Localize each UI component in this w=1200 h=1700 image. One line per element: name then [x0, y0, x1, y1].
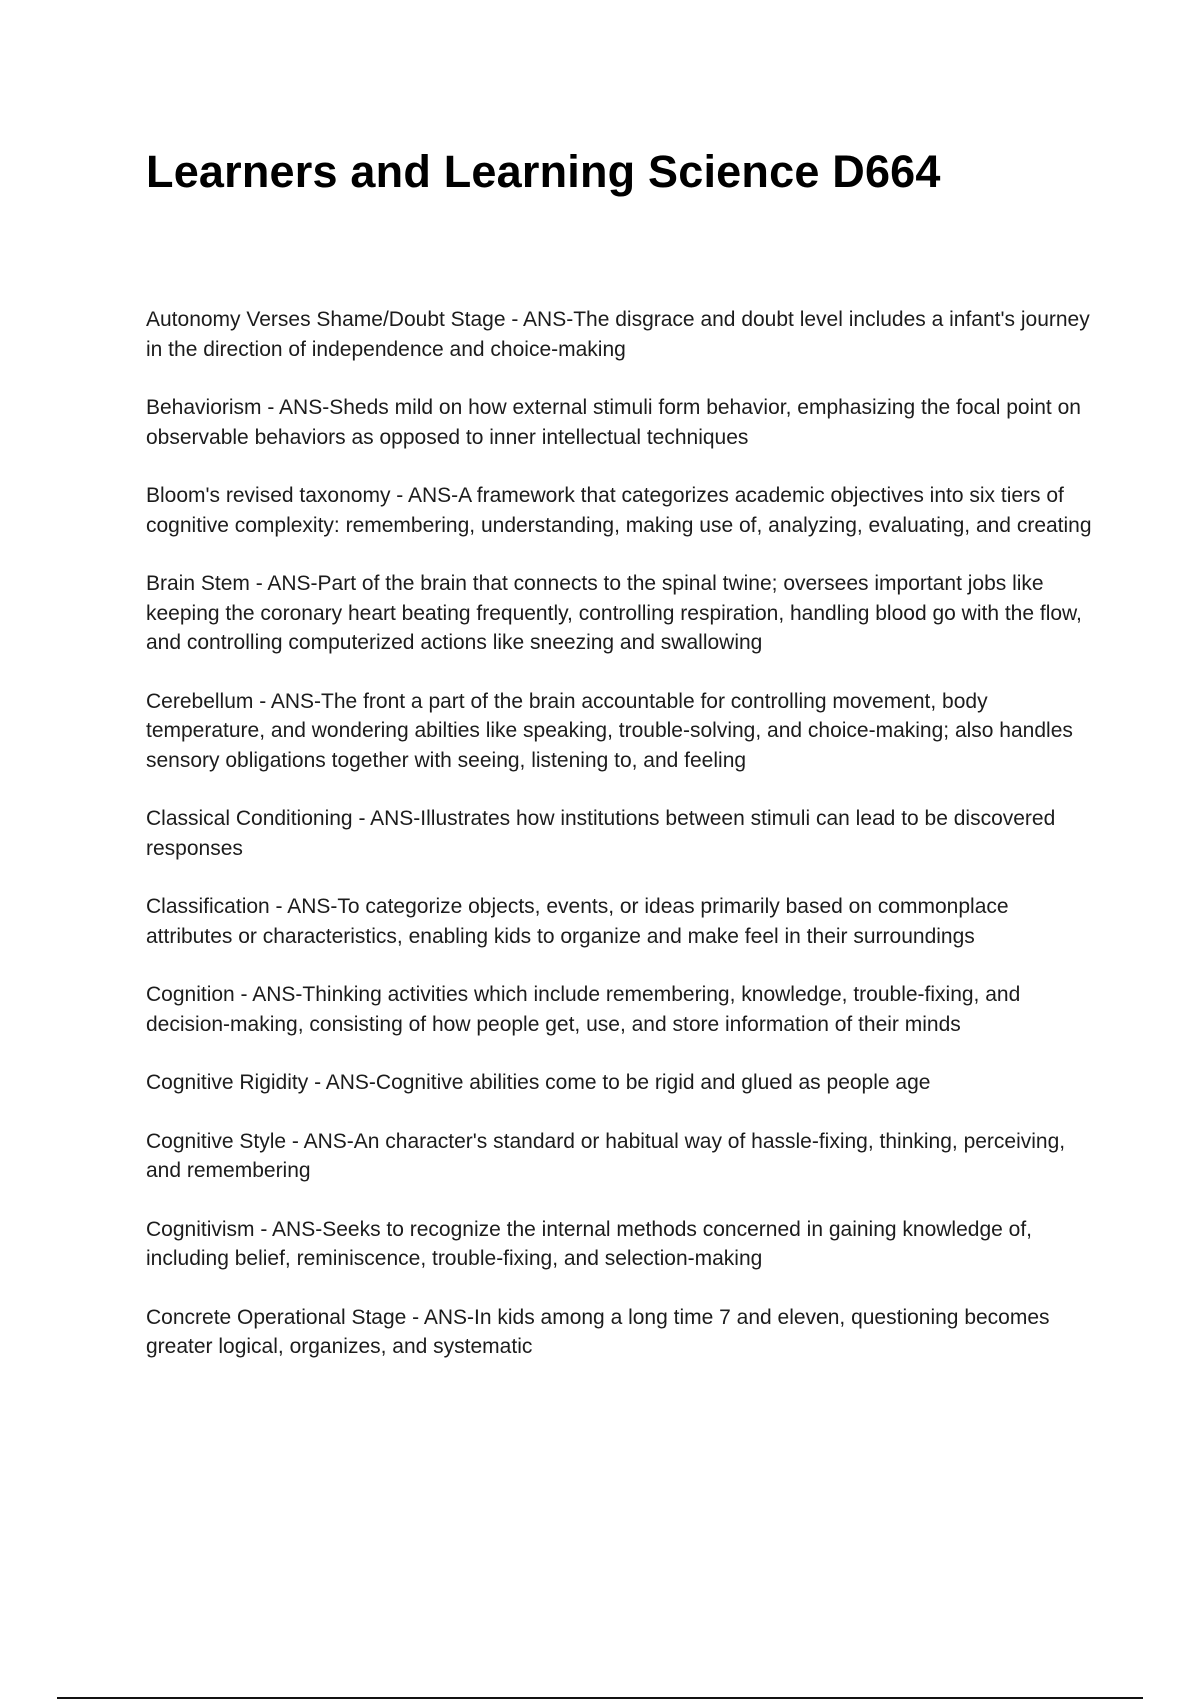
- glossary-entry: Cerebellum - ANS-The front a part of the brain accountable for controlling movement, body temperature, and wondering abilties like speaking, trouble-solving, and choice-making; also handles sensory obligations together with seeing, listening to, and feeling: [146, 689, 1073, 772]
- footer-divider: [57, 1697, 1143, 1699]
- page-title: Learners and Learning Science D664: [146, 146, 941, 197]
- glossary-entry: Concrete Operational Stage - ANS-In kids among a long time 7 and eleven, questioning becomes greater logical, organizes, and systematic: [146, 1305, 1050, 1358]
- glossary-list: [146, 305, 1096, 1391]
- glossary-entry: Cognitive Style - ANS-An character's standard or habitual way of hassle-fixing, thinking, perceiving, and remembering: [146, 1129, 1066, 1182]
- glossary-entry: Cognitivism - ANS-Seeks to recognize the internal methods concerned in gaining knowledge of, including belief, reminiscence, trouble-fixing, and selection-making: [146, 1217, 1032, 1270]
- glossary-entry: Autonomy Verses Shame/Doubt Stage - ANS-The disgrace and doubt level includes a infant's journey in the direction of independence and choice-making: [146, 308, 1090, 361]
- glossary-entry: Bloom's revised taxonomy - ANS-A framework that categorizes academic objectives into six tiers of cognitive complexity: remembering, understanding, making use of, analyzing, evaluating, and creating: [146, 484, 1092, 537]
- glossary-entry: Classical Conditioning - ANS-Illustrates how institutions between stimuli can lead to be discovered responses: [146, 807, 1056, 860]
- glossary-entry: Behaviorism - ANS-Sheds mild on how external stimuli form behavior, emphasizing the focal point on observable behaviors as opposed to inner intellectual techniques: [146, 396, 1081, 449]
- glossary-entry: Cognitive Rigidity - ANS-Cognitive abilities come to be rigid and glued as people age: [146, 1071, 931, 1094]
- glossary-entry: Brain Stem - ANS-Part of the brain that connects to the spinal twine; oversees important jobs like keeping the coronary heart beating frequently, controlling respiration, handling blood go with the flow, and controlling computerized actions like sneezing and swallowing: [146, 572, 1082, 654]
- glossary-entry: Classification - ANS-To categorize objects, events, or ideas primarily based on commonplace attributes or characteristics, enabling kids to organize and make feel in their surroundings: [146, 895, 1009, 948]
- glossary-entry: Cognition - ANS-Thinking activities which include remembering, knowledge, trouble-fixing, and decision-making, consisting of how people get, use, and store information of their minds: [146, 983, 1021, 1036]
